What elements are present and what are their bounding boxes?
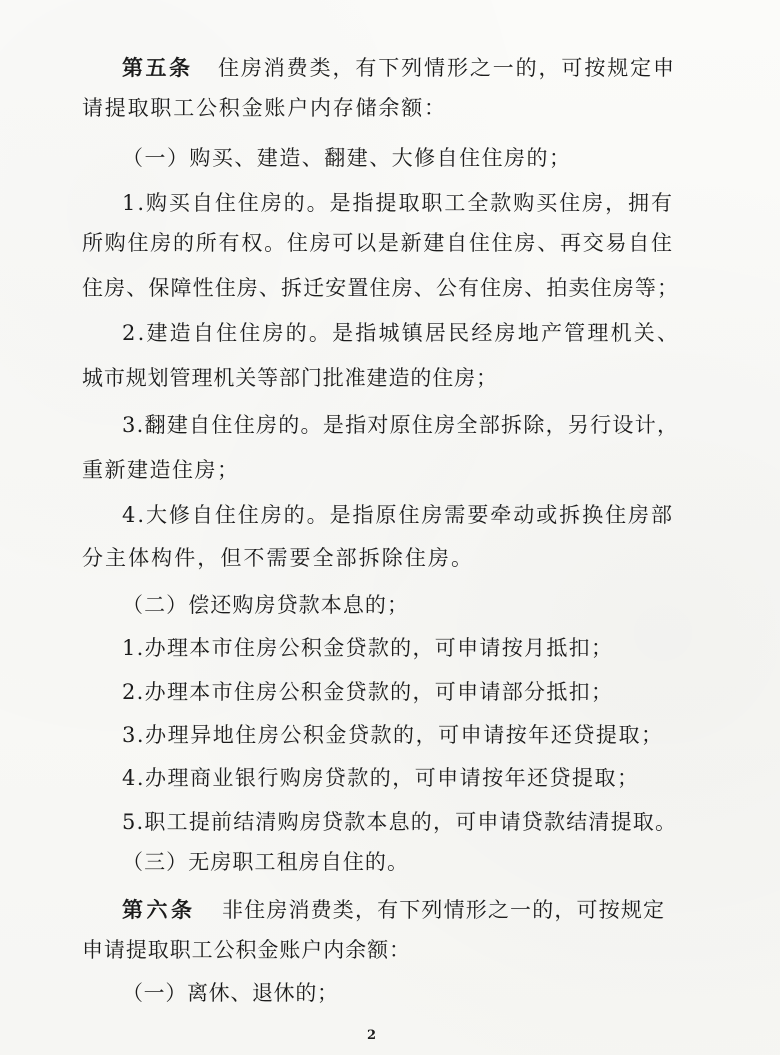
article-5-intro-line	[0, 95, 780, 121]
list-item	[0, 457, 780, 483]
item-4-repair-line-1: 4.大修自住住房的。是指原住房需要牵动或拆换住房部	[122, 503, 674, 527]
list-item	[0, 275, 780, 301]
article-5-section-2-heading: （二）偿还购房贷款本息的；	[122, 593, 410, 617]
item-3-rebuild-line-2: 重新建造住房；	[82, 458, 240, 482]
article-5-intro-line-2: 请提取职工公积金账户内存储余额：	[82, 96, 447, 120]
article-6-intro-line-2: 申请提取职工公积金账户内余额：	[82, 938, 411, 962]
list-item	[0, 320, 780, 346]
item-4-repair-line-2: 分主体构件，但不需要全部拆除住房。	[82, 546, 475, 570]
article-6-section-1-heading: （一）离休、退休的；	[122, 981, 339, 1005]
item-1-purchase-line-2: 所购住房的所有权。住房可以是新建自住住房、再交易自住	[82, 231, 674, 255]
article-5-section-1-heading-line	[0, 145, 780, 171]
article-5-section-1-heading: （一）购买、建造、翻建、大修自住住房的；	[122, 146, 572, 170]
article-5-section-3-heading: （三）无房职工租房自住的。	[122, 850, 410, 874]
list-item	[0, 502, 780, 528]
list-item	[0, 365, 780, 391]
list-item	[0, 190, 780, 216]
list-item	[0, 635, 780, 661]
loan-item-1: 1.办理本市住房公积金贷款的，可申请按月抵扣；	[122, 636, 614, 660]
article-5-intro-line-1: 住房消费类，有下列情形之一的，可按规定申	[218, 56, 676, 80]
item-3-rebuild-line-1: 3.翻建自住住房的。是指对原住房全部拆除，另行设计，	[122, 413, 680, 437]
article-6-intro-line	[0, 937, 780, 963]
article-5-section-3-heading-line	[0, 849, 780, 875]
item-1-purchase-line-1: 1.购买自住住房的。是指提取职工全款购买住房，拥有	[122, 191, 674, 215]
loan-item-5: 5.职工提前结清购房贷款本息的，可申请贷款结清提取。	[122, 810, 678, 834]
article-5-label: 第五条	[122, 56, 193, 80]
loan-item-4: 4.办理商业银行购房贷款的，可申请按年还贷提取；	[122, 766, 640, 790]
article-6-intro-line-1: 非住房消费类，有下列情形之一的，可按规定	[222, 898, 666, 922]
loan-item-2: 2.办理本市住房公积金贷款的，可申请部分抵扣；	[122, 680, 614, 704]
article-6-first-line	[0, 897, 780, 923]
article-5-section-2-heading-line	[0, 592, 780, 618]
item-1-purchase-line-3: 住房、保障性住房、拆迁安置住房、公有住房、拍卖住房等；	[82, 276, 680, 300]
article-6-label: 第六条	[122, 898, 196, 922]
list-item	[0, 679, 780, 705]
item-2-build-line-2: 城市规划管理机关等部门批准建造的住房；	[82, 366, 498, 390]
list-item	[0, 412, 780, 438]
list-item	[0, 722, 780, 748]
item-2-build-line-1: 2.建造自住住房的。是指城镇居民经房地产管理机关、	[122, 321, 681, 345]
article-5-first-line	[0, 55, 780, 81]
list-item	[0, 765, 780, 791]
list-item	[0, 230, 780, 256]
list-item	[0, 809, 780, 835]
list-item	[0, 545, 780, 571]
article-6-section-1-heading-line	[0, 980, 780, 1006]
page-number: 2	[367, 1028, 377, 1043]
loan-item-3: 3.办理异地住房公积金贷款的，可申请按年还贷提取；	[122, 723, 664, 747]
